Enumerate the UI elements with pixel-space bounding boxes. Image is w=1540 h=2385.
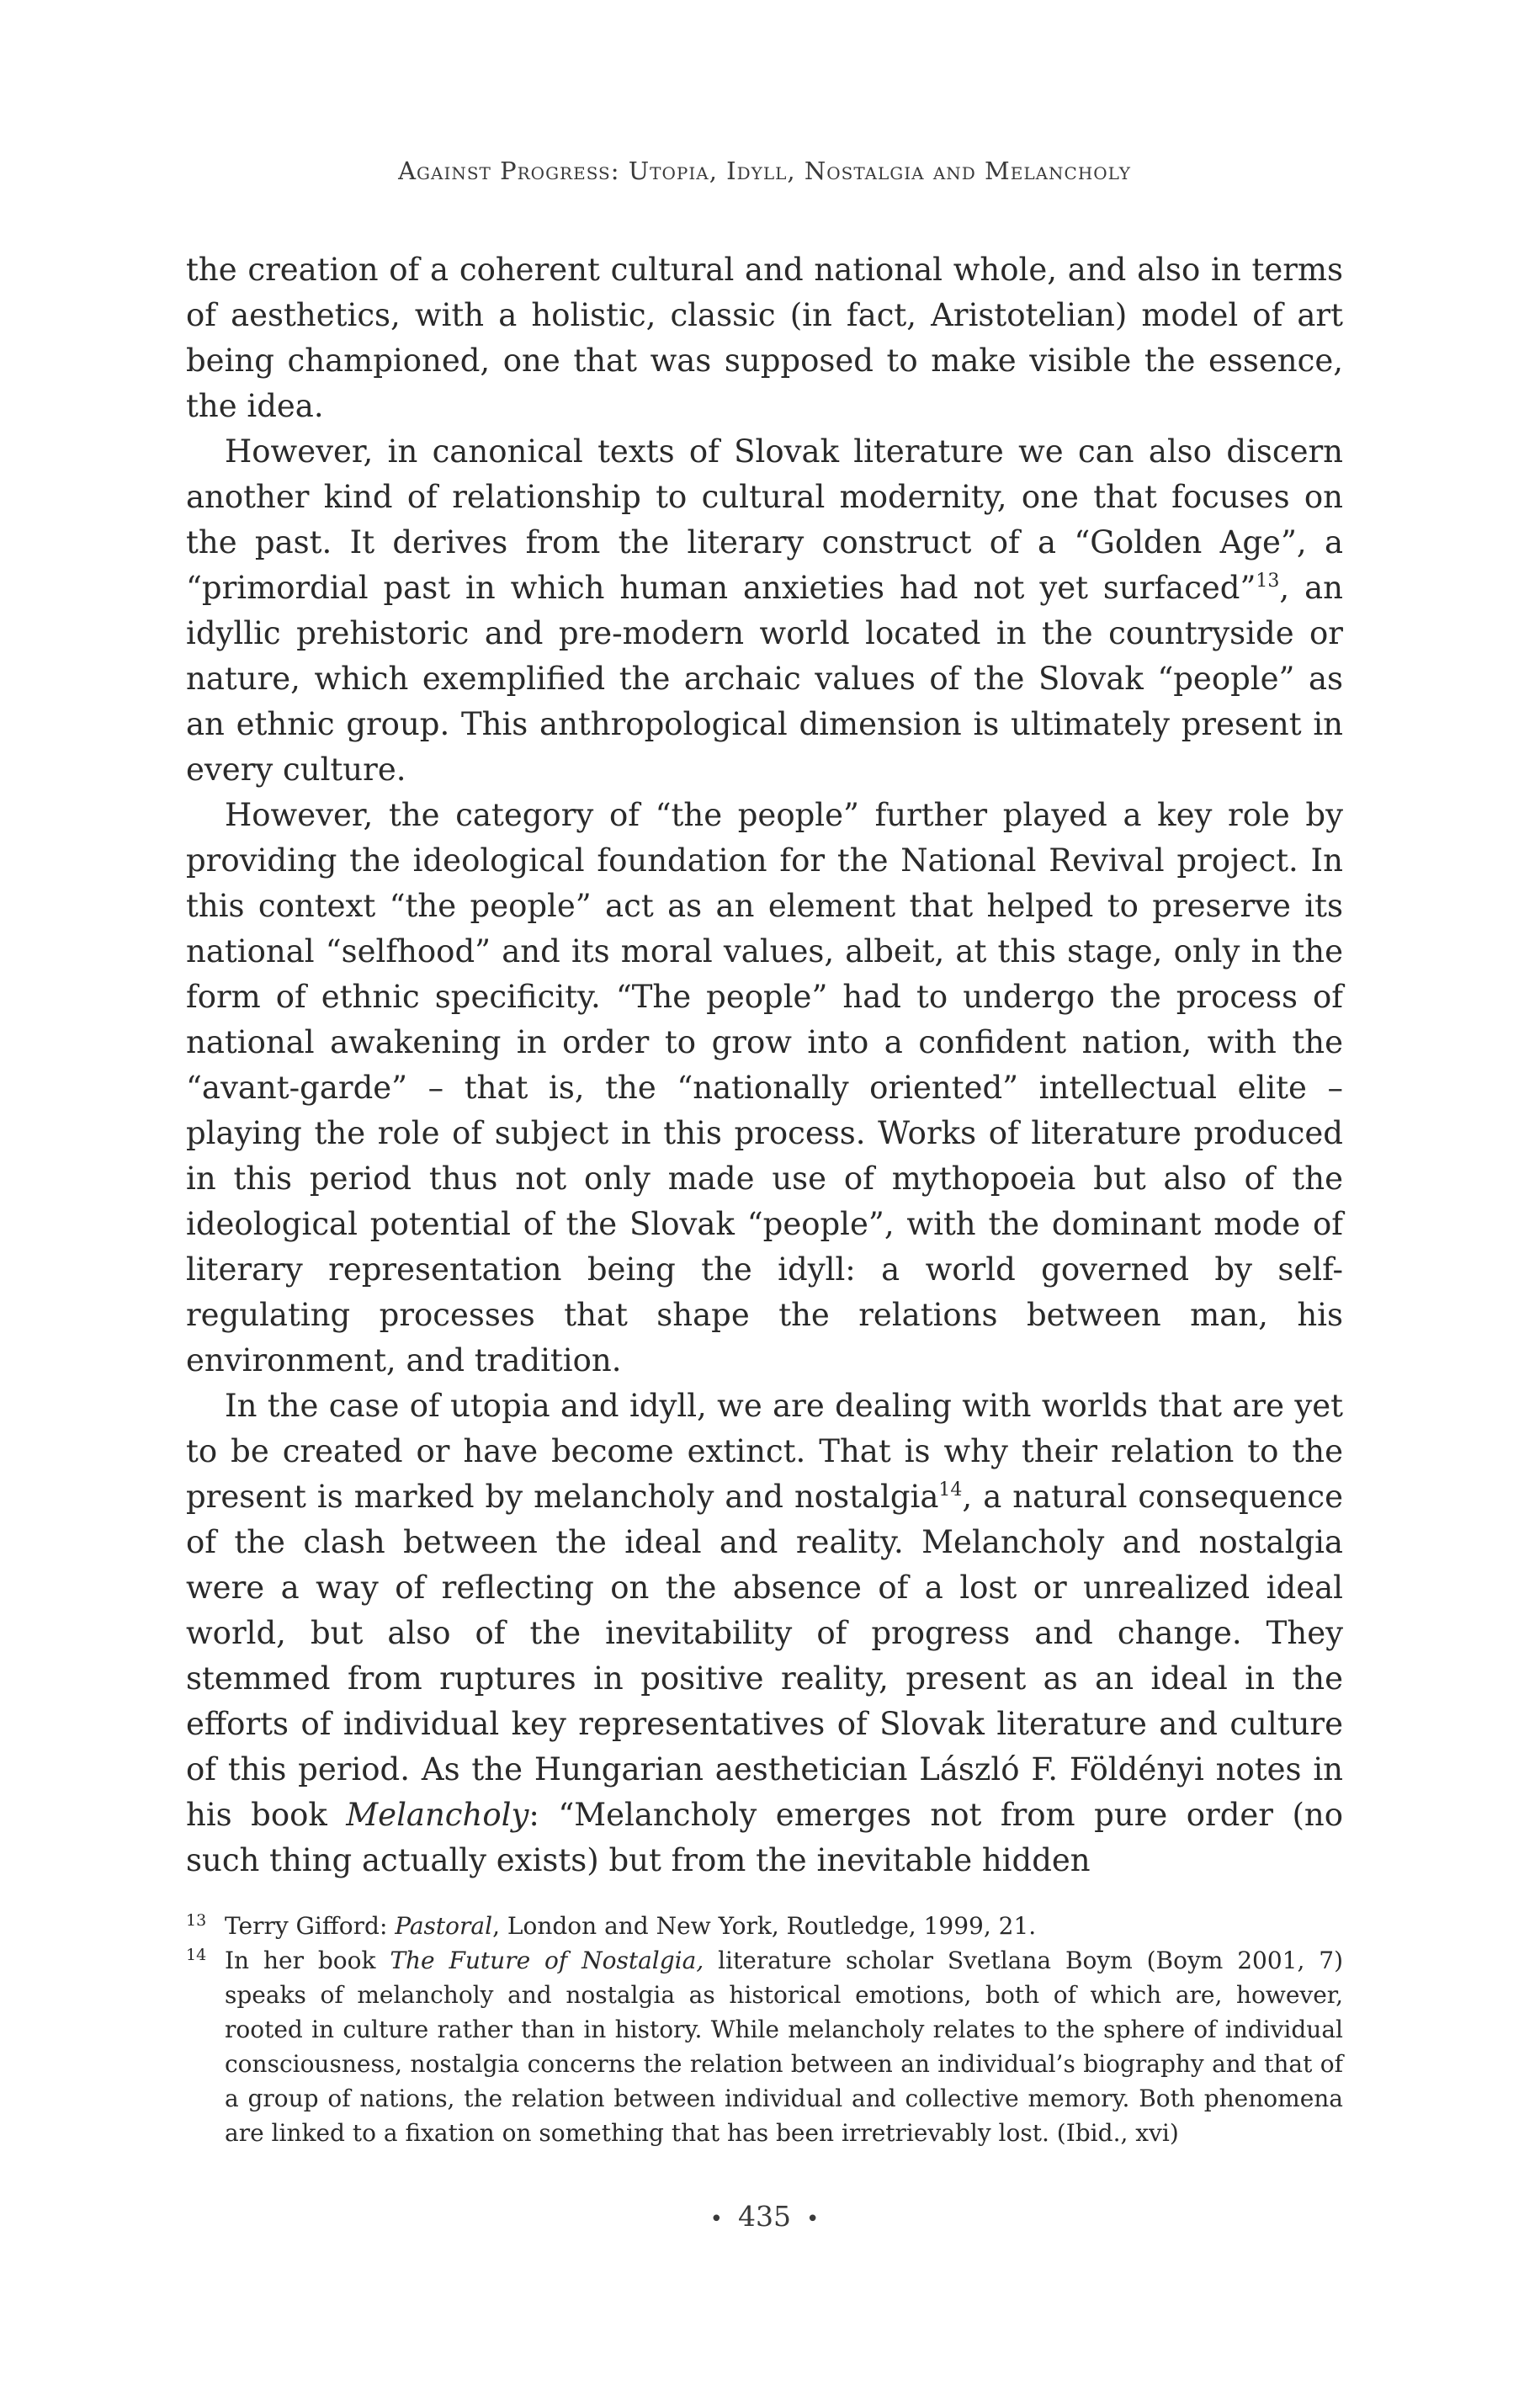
footnote-number: 14 [186,1946,207,1964]
footnote-ref-13[interactable]: 13 [1256,571,1280,592]
book-title-melancholy: Melancholy [346,1797,529,1833]
paragraph-2 [186,429,1343,793]
footnote-text: In her book [225,1947,390,1974]
footnote-title: Pastoral [395,1912,493,1940]
footnote-ref-14[interactable]: 14 [938,1479,963,1501]
footnotes [186,1909,1343,2150]
paragraph-4-text-c: : “Melancholy emerges not from pure order (no such thing actually exists) but from the inevitable hidden [186,1797,1343,1878]
footnote-number: 13 [186,1911,207,1930]
page-number-footer [186,2200,1343,2233]
paragraph-4-text-a: In the case of utopia and idyll, we are dealing with worlds that are yet to be created or have become extinct. That is why their relation to the present is marked by melancholy and nostalgia [186,1388,1343,1515]
footnote-text: , London and New York, Routledge, 1999, 21. [492,1912,1037,1940]
paragraph-2-text-a: However, in canonical texts of Slovak literature we can also discern another kind of relationship to cultural modernity, one that focuses on the past. It derives from the literary construct of a “Golden Age”, a “primordial past in which human anxieties had not yet surfaced” [186,433,1343,606]
paragraph-4-text-b: , a natural consequence of the clash between the ideal and reality. Melancholy and nostalgia were a way of reflecting on the absence of a lost or unrealized ideal world, but also of the inevitability of progress and change. They stemmed from ruptures in positive reality, present as an ideal in the efforts of individual key representatives of Slovak literature and culture of this period. As the Hungarian aesthetician László F. Földényi notes in his book [186,1479,1344,1833]
paragraph-3: However, the category of “the people” further played a key role by providing the ideological foundation for the National Revival project. In this context “the people” act as an element that helped to preserve its national “selfhood” and its moral values, albeit, at this stage, only in the form of ethnic specificity. “The people” had to undergo the process of national awakening in order to grow into a confident nation, with the “avant-garde” – that is, the “nationally oriented” intellectual elite – playing the role of subject in this process. Works of literature produced in this period thus not only made use of mythopoeia but also of the ideological potential of the Slovak “people”, with the dominant mode of literary representation being the idyll: a world governed by self-regulating processes that shape the relations between man, his environment, and tradition. [186,797,1343,1378]
footnote-title: The Future of Nostalgia, [390,1947,704,1974]
footnote-14 [186,1943,1343,2150]
bullet-left: • [709,2207,723,2232]
bullet-right: • [806,2207,820,2232]
paragraph-4 [186,1384,1343,1883]
body-text [186,247,1343,1883]
paragraph-2-text-b: , an idyllic prehistoric and pre-modern world located in the countryside or nature, which exemplified the archaic values of the Slovak “people” as an ethnic group. This anthropological dimension is ultimately present in every culture. [186,570,1343,788]
page-number: 435 [738,2200,791,2233]
footnote-text: literature scholar Svetlana Boym (Boym 2001, 7) speaks of melancholy and nostalgia as historical emotions, both of which are, however, rooted in culture rather than in history. While melancholy relates to the sphere of individual consciousness, nostalgia concerns the relation between an individual’s biography and that of a group of nations, the relation between individual and collective memory. Both phenomena are linked to a fixation on something that has been irretrievably lost. (Ibid., xvi) [225,1947,1343,2147]
running-header: Against Progress: Utopia, Idyll, Nostalgia and Melancholy [398,157,1131,185]
footnote-13 [186,1909,1343,1943]
footnote-text: Terry Gifford: [225,1912,396,1940]
paragraph-1: the creation of a coherent cultural and national whole, and also in terms of aesthetics, with a holistic, classic (in fact, Aristotelian) model of art being championed, one that was supposed to make visible the essence, the idea. [186,252,1343,424]
